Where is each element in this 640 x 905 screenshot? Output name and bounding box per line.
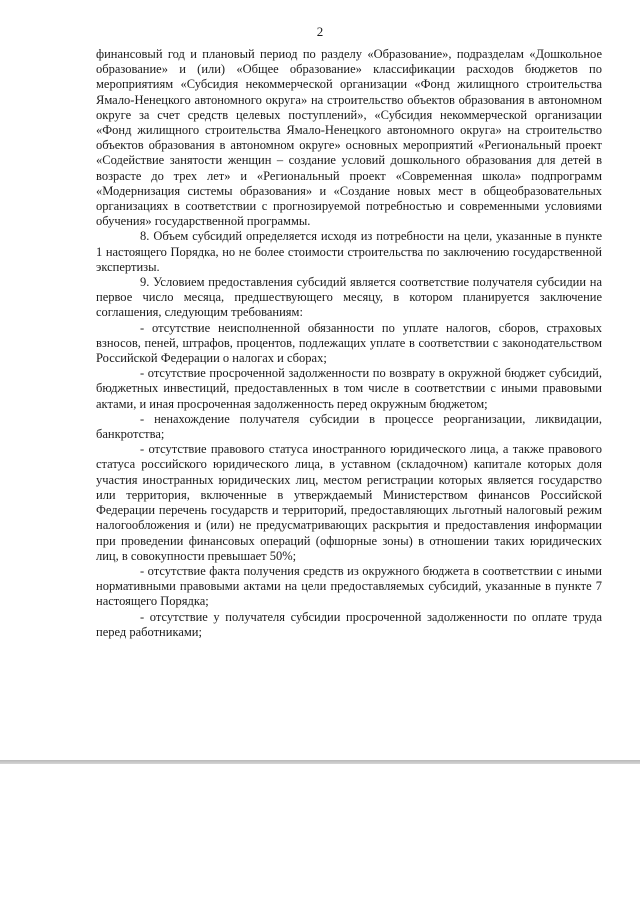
- paragraph-continuation: финансовый год и плановый период по разделу «Образование», подразделам «Дошкольное образование» и (или) «Общее образование» классификации расходов бюджетов по мероприятиям «Субсидия некоммерческой организации «Фонд жилищного строительства Ямало-Ненецкого автономного округа» на строительство объектов образования в автономном округе за счет средств целевых поступлений», «Субсидия некоммерческой организации «Фонд жилищного строительства Ямало-Ненецкого автономного округа» на строительство объектов образования в автономном округе» основных мероприятий «Региональный проект «Содействие занятости женщин – создание условий дошкольного образования для детей в возрасте до трех лет» и «Региональный проект «Современная школа» подпрограмм «Модернизация системы образования» и «Создание новых мест в общеобразовательных организациях в соответствии с прогнозируемой потребностью и современными условиями обучения» государственной программы.: [96, 47, 602, 229]
- paragraph-item-8: 8. Объем субсидий определяется исходя из потребности на цели, указанные в пункте 1 настоящего Порядка, но не более стоимости строительства по заключению государственной экспертизы.: [96, 229, 602, 274]
- page-number: 2: [316, 24, 324, 39]
- requirement-taxes: - отсутствие неисполненной обязанности по уплате налогов, сборов, страховых взносов, пеней, штрафов, процентов, подлежащих уплате в соответствии с законодательством Российской Федерации о налогах и сборах;: [96, 320, 602, 366]
- page-body: [96, 47, 602, 640]
- requirement-no-other-funds: - отсутствие факта получения средств из окружного бюджета в соответствии с иными нормативными правовыми актами на цели предоставляемых субсидий, указанные в пункте 7 настоящего Порядка;: [96, 563, 602, 609]
- paragraph-item-9: 9. Условием предоставления субсидий является соответствие получателя субсидии на первое число месяца, предшествующего месяцу, в котором планируется заключение соглашения, следующим требованиям:: [96, 275, 602, 320]
- requirement-wage-arrears: - отсутствие у получателя субсидии просроченной задолженности по оплате труда перед работниками;: [96, 609, 602, 639]
- requirement-reorganization: - ненахождение получателя субсидии в процессе реорганизации, ликвидации, банкротства;: [96, 411, 602, 442]
- requirement-overdue-debt: - отсутствие просроченной задолженности по возврату в окружной бюджет субсидий, бюджетных инвестиций, предоставленных в том числе в соответствии с иными правовыми актами, и иная просроченная задолженность перед окружным бюджетом;: [96, 366, 602, 411]
- blank-area: [0, 764, 640, 905]
- requirement-foreign-status: - отсутствие правового статуса иностранного юридического лица, а также правового статуса российского юридического лица, в уставном (складочном) капитале которых доля участия иностранных юридических лиц, местом регистрации которых является государство или территория, включенные в утверждаемый Министерством финансов Российской Федерации перечень государств и территорий, предоставляющих льготный налоговый режим налогообложения и (или) не предусматривающих раскрытия и предоставления информации при проведении финансовых операций (офшорные зоны) в отношении таких юридических лиц, в совокупности превышает 50%;: [96, 442, 602, 563]
